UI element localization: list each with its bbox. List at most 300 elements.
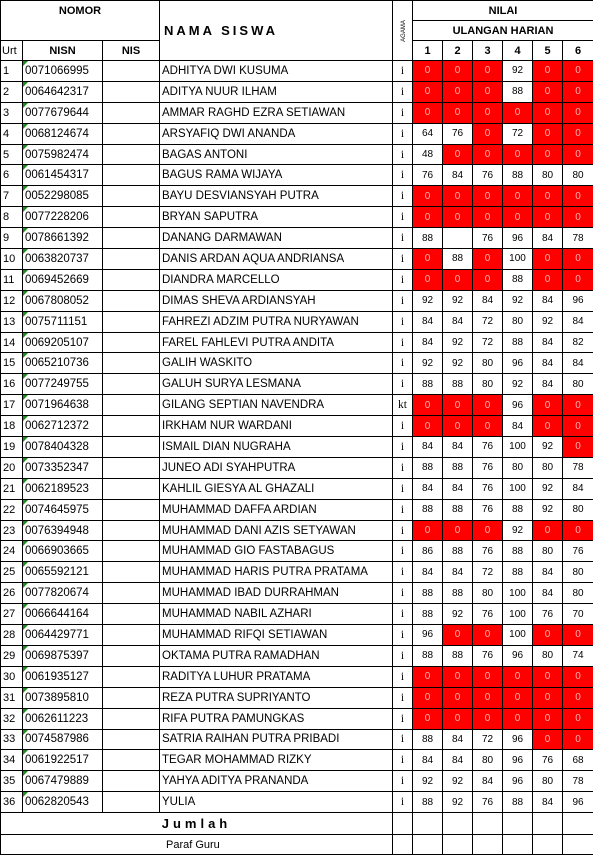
nomor-header: NOMOR: [1, 1, 160, 41]
score-cell: 80: [503, 457, 533, 478]
score-cell: 0: [443, 61, 473, 82]
score-cell: 0: [413, 269, 443, 290]
student-name: DANANG DARMAWAN: [160, 228, 393, 249]
score-cell: 0: [473, 708, 503, 729]
nisn-header: NISN: [23, 41, 103, 61]
nis-cell: [103, 269, 160, 290]
row-number: 11: [1, 269, 23, 290]
paraf-guru-label: Paraf Guru: [1, 835, 393, 855]
table-row: [1, 269, 593, 290]
score-cell: 84: [443, 750, 473, 771]
nisn-cell: 0069875397: [23, 645, 103, 666]
score-cell: 78: [563, 771, 593, 792]
student-name: MUHAMMAD DANI AZIS SETYAWAN: [160, 520, 393, 541]
agama-cell: i: [393, 750, 413, 771]
table-row: [1, 771, 593, 792]
nisn-cell: 0076394948: [23, 520, 103, 541]
score-cell: 68: [563, 750, 593, 771]
nis-cell: [103, 520, 160, 541]
nis-cell: [103, 165, 160, 186]
agama-cell: i: [393, 625, 413, 646]
nisn-cell: 0066644164: [23, 604, 103, 625]
student-name: ARSYAFIQ DWI ANANDA: [160, 123, 393, 144]
score-cell: 96: [503, 729, 533, 750]
nis-cell: [103, 792, 160, 813]
score-cell: 0: [443, 625, 473, 646]
agama-cell: i: [393, 207, 413, 228]
student-name: ISMAIL DIAN NUGRAHA: [160, 437, 393, 458]
agama-cell: i: [393, 374, 413, 395]
score-cell: 80: [563, 165, 593, 186]
table-row: [1, 729, 593, 750]
row-number: 3: [1, 102, 23, 123]
score-cell: 80: [563, 374, 593, 395]
score-cell: 0: [533, 102, 563, 123]
score-cell: 88: [503, 541, 533, 562]
nisn-cell: 0069452669: [23, 269, 103, 290]
table-row: [1, 353, 593, 374]
score-cell: 0: [533, 123, 563, 144]
student-name: MUHAMMAD DAFFA ARDIAN: [160, 499, 393, 520]
row-number: 17: [1, 395, 23, 416]
agama-cell: i: [393, 123, 413, 144]
agama-cell: i: [393, 645, 413, 666]
score-cell: 84: [413, 562, 443, 583]
row-number: 31: [1, 687, 23, 708]
score-cell: 84: [533, 332, 563, 353]
table-row: [1, 61, 593, 82]
agama-cell: i: [393, 437, 413, 458]
nis-cell: [103, 102, 160, 123]
score-cell: 0: [443, 207, 473, 228]
table-row: [1, 165, 593, 186]
student-name: MUHAMMAD GIO FASTABAGUS: [160, 541, 393, 562]
score-cell: 88: [503, 332, 533, 353]
score-cell: 84: [443, 729, 473, 750]
row-number: 1: [1, 61, 23, 82]
score-cell: 0: [563, 437, 593, 458]
score-cell: 0: [443, 144, 473, 165]
score-cell: 0: [503, 687, 533, 708]
score-cell: 84: [413, 750, 443, 771]
student-name: JUNEO ADI SYAHPUTRA: [160, 457, 393, 478]
table-row: [1, 541, 593, 562]
score-cell: 0: [473, 144, 503, 165]
agama-cell: i: [393, 228, 413, 249]
nis-cell: [103, 186, 160, 207]
score-cell: 96: [503, 750, 533, 771]
agama-cell: i: [393, 186, 413, 207]
row-number: 6: [1, 165, 23, 186]
score-cell: 0: [563, 687, 593, 708]
score-cell: 0: [563, 625, 593, 646]
student-name: GALIH WASKITO: [160, 353, 393, 374]
jumlah-score-cell: [473, 813, 503, 835]
jumlah-label: Jumlah: [1, 813, 393, 835]
score-col-header-2: 2: [443, 41, 473, 61]
agama-cell: i: [393, 583, 413, 604]
score-cell: 88: [413, 645, 443, 666]
score-cell: 0: [473, 666, 503, 687]
score-cell: 82: [563, 332, 593, 353]
paraf-score-cell: [443, 835, 473, 855]
score-cell: 0: [563, 102, 593, 123]
score-cell: 64: [413, 123, 443, 144]
score-cell: 80: [533, 771, 563, 792]
score-cell: 84: [533, 353, 563, 374]
score-cell: 92: [443, 792, 473, 813]
score-cell: 88: [503, 499, 533, 520]
agama-cell: i: [393, 311, 413, 332]
nis-cell: [103, 290, 160, 311]
score-cell: 88: [443, 645, 473, 666]
nisn-cell: 0069205107: [23, 332, 103, 353]
score-cell: 84: [413, 478, 443, 499]
score-cell: 76: [443, 123, 473, 144]
score-col-header-3: 3: [473, 41, 503, 61]
student-name: OKTAMA PUTRA RAMADHAN: [160, 645, 393, 666]
score-cell: 0: [533, 729, 563, 750]
score-cell: 74: [563, 645, 593, 666]
student-name: MUHAMMAD RIFQI SETIAWAN: [160, 625, 393, 646]
urt-header: Urt: [1, 41, 23, 61]
score-cell: 92: [503, 374, 533, 395]
score-cell: 0: [503, 666, 533, 687]
row-number: 19: [1, 437, 23, 458]
student-name: BRYAN SAPUTRA: [160, 207, 393, 228]
score-cell: 76: [533, 750, 563, 771]
nis-cell: [103, 645, 160, 666]
row-number: 26: [1, 583, 23, 604]
paraf-agama: [393, 835, 413, 855]
score-cell: 0: [533, 81, 563, 102]
agama-cell: i: [393, 687, 413, 708]
nis-cell: [103, 332, 160, 353]
agama-cell: i: [393, 478, 413, 499]
score-cell: 76: [473, 604, 503, 625]
score-cell: 0: [563, 144, 593, 165]
score-cell: 92: [533, 311, 563, 332]
score-cell: 84: [533, 374, 563, 395]
score-cell: 76: [473, 645, 503, 666]
nis-cell: [103, 583, 160, 604]
student-name: DIANDRA MARCELLO: [160, 269, 393, 290]
score-cell: 96: [503, 645, 533, 666]
nisn-cell: 0063820737: [23, 249, 103, 270]
score-cell: 84: [533, 562, 563, 583]
agama-cell: kt: [393, 395, 413, 416]
nisn-cell: 0061454317: [23, 165, 103, 186]
score-cell: 0: [413, 708, 443, 729]
paraf-score-cell: [533, 835, 563, 855]
score-cell: 80: [563, 499, 593, 520]
nisn-cell: 0065210736: [23, 353, 103, 374]
nis-cell: [103, 457, 160, 478]
score-cell: 0: [563, 249, 593, 270]
student-name: DIMAS SHEVA ARDIANSYAH: [160, 290, 393, 311]
score-cell: 0: [443, 687, 473, 708]
score-cell: 0: [473, 102, 503, 123]
score-cell: 72: [473, 311, 503, 332]
nis-cell: [103, 144, 160, 165]
score-cell: 92: [443, 290, 473, 311]
agama-cell: i: [393, 353, 413, 374]
row-number: 7: [1, 186, 23, 207]
score-cell: 0: [443, 708, 473, 729]
nisn-cell: 0077679644: [23, 102, 103, 123]
score-cell: 88: [443, 374, 473, 395]
score-cell: 76: [563, 541, 593, 562]
row-number: 4: [1, 123, 23, 144]
nis-cell: [103, 625, 160, 646]
row-number: 22: [1, 499, 23, 520]
score-cell: 92: [533, 437, 563, 458]
score-cell: 78: [563, 457, 593, 478]
score-cell: 0: [443, 102, 473, 123]
table-row: [1, 562, 593, 583]
score-cell: 80: [473, 750, 503, 771]
score-cell: 80: [473, 353, 503, 374]
score-cell: 0: [563, 186, 593, 207]
nisn-cell: 0064642317: [23, 81, 103, 102]
row-number: 30: [1, 666, 23, 687]
score-cell: 96: [413, 625, 443, 646]
score-cell: 88: [413, 499, 443, 520]
nisn-cell: 0071066995: [23, 61, 103, 82]
score-cell: 84: [413, 311, 443, 332]
nis-cell: [103, 228, 160, 249]
row-number: 24: [1, 541, 23, 562]
nis-cell: [103, 311, 160, 332]
nis-cell: [103, 395, 160, 416]
row-number: 36: [1, 792, 23, 813]
score-cell: 0: [533, 416, 563, 437]
score-cell: 0: [473, 81, 503, 102]
student-name: DANIS ARDAN AQUA ANDRIANSA: [160, 249, 393, 270]
score-col-header-1: 1: [413, 41, 443, 61]
score-cell: 88: [503, 269, 533, 290]
score-cell: 0: [413, 186, 443, 207]
agama-cell: i: [393, 729, 413, 750]
score-cell: 0: [563, 416, 593, 437]
score-cell: 0: [473, 520, 503, 541]
nis-cell: [103, 687, 160, 708]
student-name: RADITYA LUHUR PRATAMA: [160, 666, 393, 687]
score-cell: 0: [563, 520, 593, 541]
paraf-row: [1, 835, 593, 855]
nisn-cell: 0064429771: [23, 625, 103, 646]
score-cell: 0: [563, 123, 593, 144]
student-name: YAHYA ADITYA PRANANDA: [160, 771, 393, 792]
agama-cell: i: [393, 81, 413, 102]
row-number: 29: [1, 645, 23, 666]
table-row: [1, 81, 593, 102]
nisn-cell: 0073352347: [23, 457, 103, 478]
score-cell: 0: [413, 687, 443, 708]
score-cell: 80: [533, 541, 563, 562]
score-cell: 92: [503, 61, 533, 82]
nis-cell: [103, 353, 160, 374]
score-cell: 84: [473, 290, 503, 311]
score-cell: 92: [443, 604, 473, 625]
score-cell: 0: [473, 207, 503, 228]
jumlah-score-cell: [563, 813, 593, 835]
nis-cell: [103, 81, 160, 102]
row-number: 21: [1, 478, 23, 499]
row-number: 25: [1, 562, 23, 583]
score-cell: 92: [503, 520, 533, 541]
score-cell: 80: [473, 374, 503, 395]
score-cell: 88: [413, 228, 443, 249]
score-cell: 76: [473, 499, 503, 520]
nisn-cell: 0066903665: [23, 541, 103, 562]
score-cell: 0: [443, 520, 473, 541]
score-cell: 76: [413, 165, 443, 186]
score-cell: 88: [413, 457, 443, 478]
nis-cell: [103, 771, 160, 792]
student-name: IRKHAM NUR WARDANI: [160, 416, 393, 437]
nisn-cell: 0077820674: [23, 583, 103, 604]
nisn-cell: 0062820543: [23, 792, 103, 813]
nama-siswa-header: NAMA SISWA: [160, 1, 393, 61]
score-cell: 84: [443, 165, 473, 186]
paraf-score-cell: [503, 835, 533, 855]
score-cell: 0: [413, 666, 443, 687]
score-cell: 76: [473, 437, 503, 458]
score-cell: 80: [503, 311, 533, 332]
score-cell: 0: [563, 395, 593, 416]
nisn-cell: 0074645975: [23, 499, 103, 520]
score-cell: 84: [413, 437, 443, 458]
agama-cell: i: [393, 165, 413, 186]
student-name: ADITYA NUUR ILHAM: [160, 81, 393, 102]
row-number: 9: [1, 228, 23, 249]
row-number: 32: [1, 708, 23, 729]
nilai-header: NILAI: [413, 1, 593, 21]
score-cell: 84: [533, 792, 563, 813]
score-cell: 72: [473, 332, 503, 353]
nisn-cell: 0067479889: [23, 771, 103, 792]
score-cell: 0: [533, 520, 563, 541]
score-cell: 92: [413, 353, 443, 374]
table-row: [1, 604, 593, 625]
nis-cell: [103, 374, 160, 395]
score-cell: 0: [443, 416, 473, 437]
nis-cell: [103, 562, 160, 583]
nis-cell: [103, 61, 160, 82]
score-cell: 80: [563, 562, 593, 583]
agama-cell: i: [393, 269, 413, 290]
score-cell: 84: [413, 332, 443, 353]
student-name: REZA PUTRA SUPRIYANTO: [160, 687, 393, 708]
row-number: 12: [1, 290, 23, 311]
agama-cell: i: [393, 666, 413, 687]
paraf-score-cell: [473, 835, 503, 855]
score-cell: 96: [503, 228, 533, 249]
score-cell: 0: [533, 144, 563, 165]
agama-cell: i: [393, 792, 413, 813]
nisn-cell: 0077249755: [23, 374, 103, 395]
score-cell: 84: [443, 437, 473, 458]
agama-cell: i: [393, 416, 413, 437]
score-cell: 88: [413, 792, 443, 813]
score-cell: 88: [503, 562, 533, 583]
score-cell: 0: [533, 61, 563, 82]
score-cell: 0: [473, 186, 503, 207]
nisn-cell: 0061935127: [23, 666, 103, 687]
score-cell: 84: [503, 416, 533, 437]
score-cell: 0: [533, 186, 563, 207]
agama-cell: i: [393, 61, 413, 82]
table-row: [1, 416, 593, 437]
score-cell: 0: [413, 81, 443, 102]
score-cell: 96: [503, 771, 533, 792]
score-cell: 0: [533, 687, 563, 708]
row-number: 14: [1, 332, 23, 353]
nis-cell: [103, 604, 160, 625]
jumlah-agama: [393, 813, 413, 835]
jumlah-score-cell: [413, 813, 443, 835]
score-cell: 0: [563, 729, 593, 750]
nisn-cell: 0078661392: [23, 228, 103, 249]
nis-cell: [103, 478, 160, 499]
score-cell: 0: [473, 61, 503, 82]
row-number: 5: [1, 144, 23, 165]
score-cell: 88: [443, 583, 473, 604]
jumlah-row: [1, 813, 593, 835]
row-number: 23: [1, 520, 23, 541]
table-row: [1, 207, 593, 228]
table-row: [1, 290, 593, 311]
score-cell: 84: [563, 311, 593, 332]
score-cell: 0: [533, 269, 563, 290]
score-cell: 76: [473, 541, 503, 562]
score-cell: 0: [563, 207, 593, 228]
nisn-cell: 0067808052: [23, 290, 103, 311]
table-row: [1, 374, 593, 395]
score-cell: 0: [533, 625, 563, 646]
agama-cell: i: [393, 541, 413, 562]
paraf-score-cell: [563, 835, 593, 855]
score-cell: 88: [503, 792, 533, 813]
score-cell: 78: [563, 228, 593, 249]
score-cell: 96: [563, 290, 593, 311]
table-row: [1, 666, 593, 687]
table-row: [1, 186, 593, 207]
agama-cell: i: [393, 604, 413, 625]
score-cell: 80: [473, 583, 503, 604]
score-cell: 48: [413, 144, 443, 165]
score-cell: 0: [563, 708, 593, 729]
score-cell: 100: [503, 625, 533, 646]
score-cell: 0: [473, 625, 503, 646]
nisn-cell: 0065592121: [23, 562, 103, 583]
score-col-header-4: 4: [503, 41, 533, 61]
score-cell: 84: [563, 353, 593, 374]
agama-cell: i: [393, 249, 413, 270]
score-cell: 88: [503, 81, 533, 102]
nis-cell: [103, 437, 160, 458]
row-number: 10: [1, 249, 23, 270]
agama-cell: i: [393, 457, 413, 478]
row-number: 35: [1, 771, 23, 792]
score-cell: 0: [563, 61, 593, 82]
row-number: 2: [1, 81, 23, 102]
score-cell: 96: [503, 353, 533, 374]
agama-cell: i: [393, 290, 413, 311]
table-row: [1, 708, 593, 729]
student-name: TEGAR MOHAMMAD RIZKY: [160, 750, 393, 771]
